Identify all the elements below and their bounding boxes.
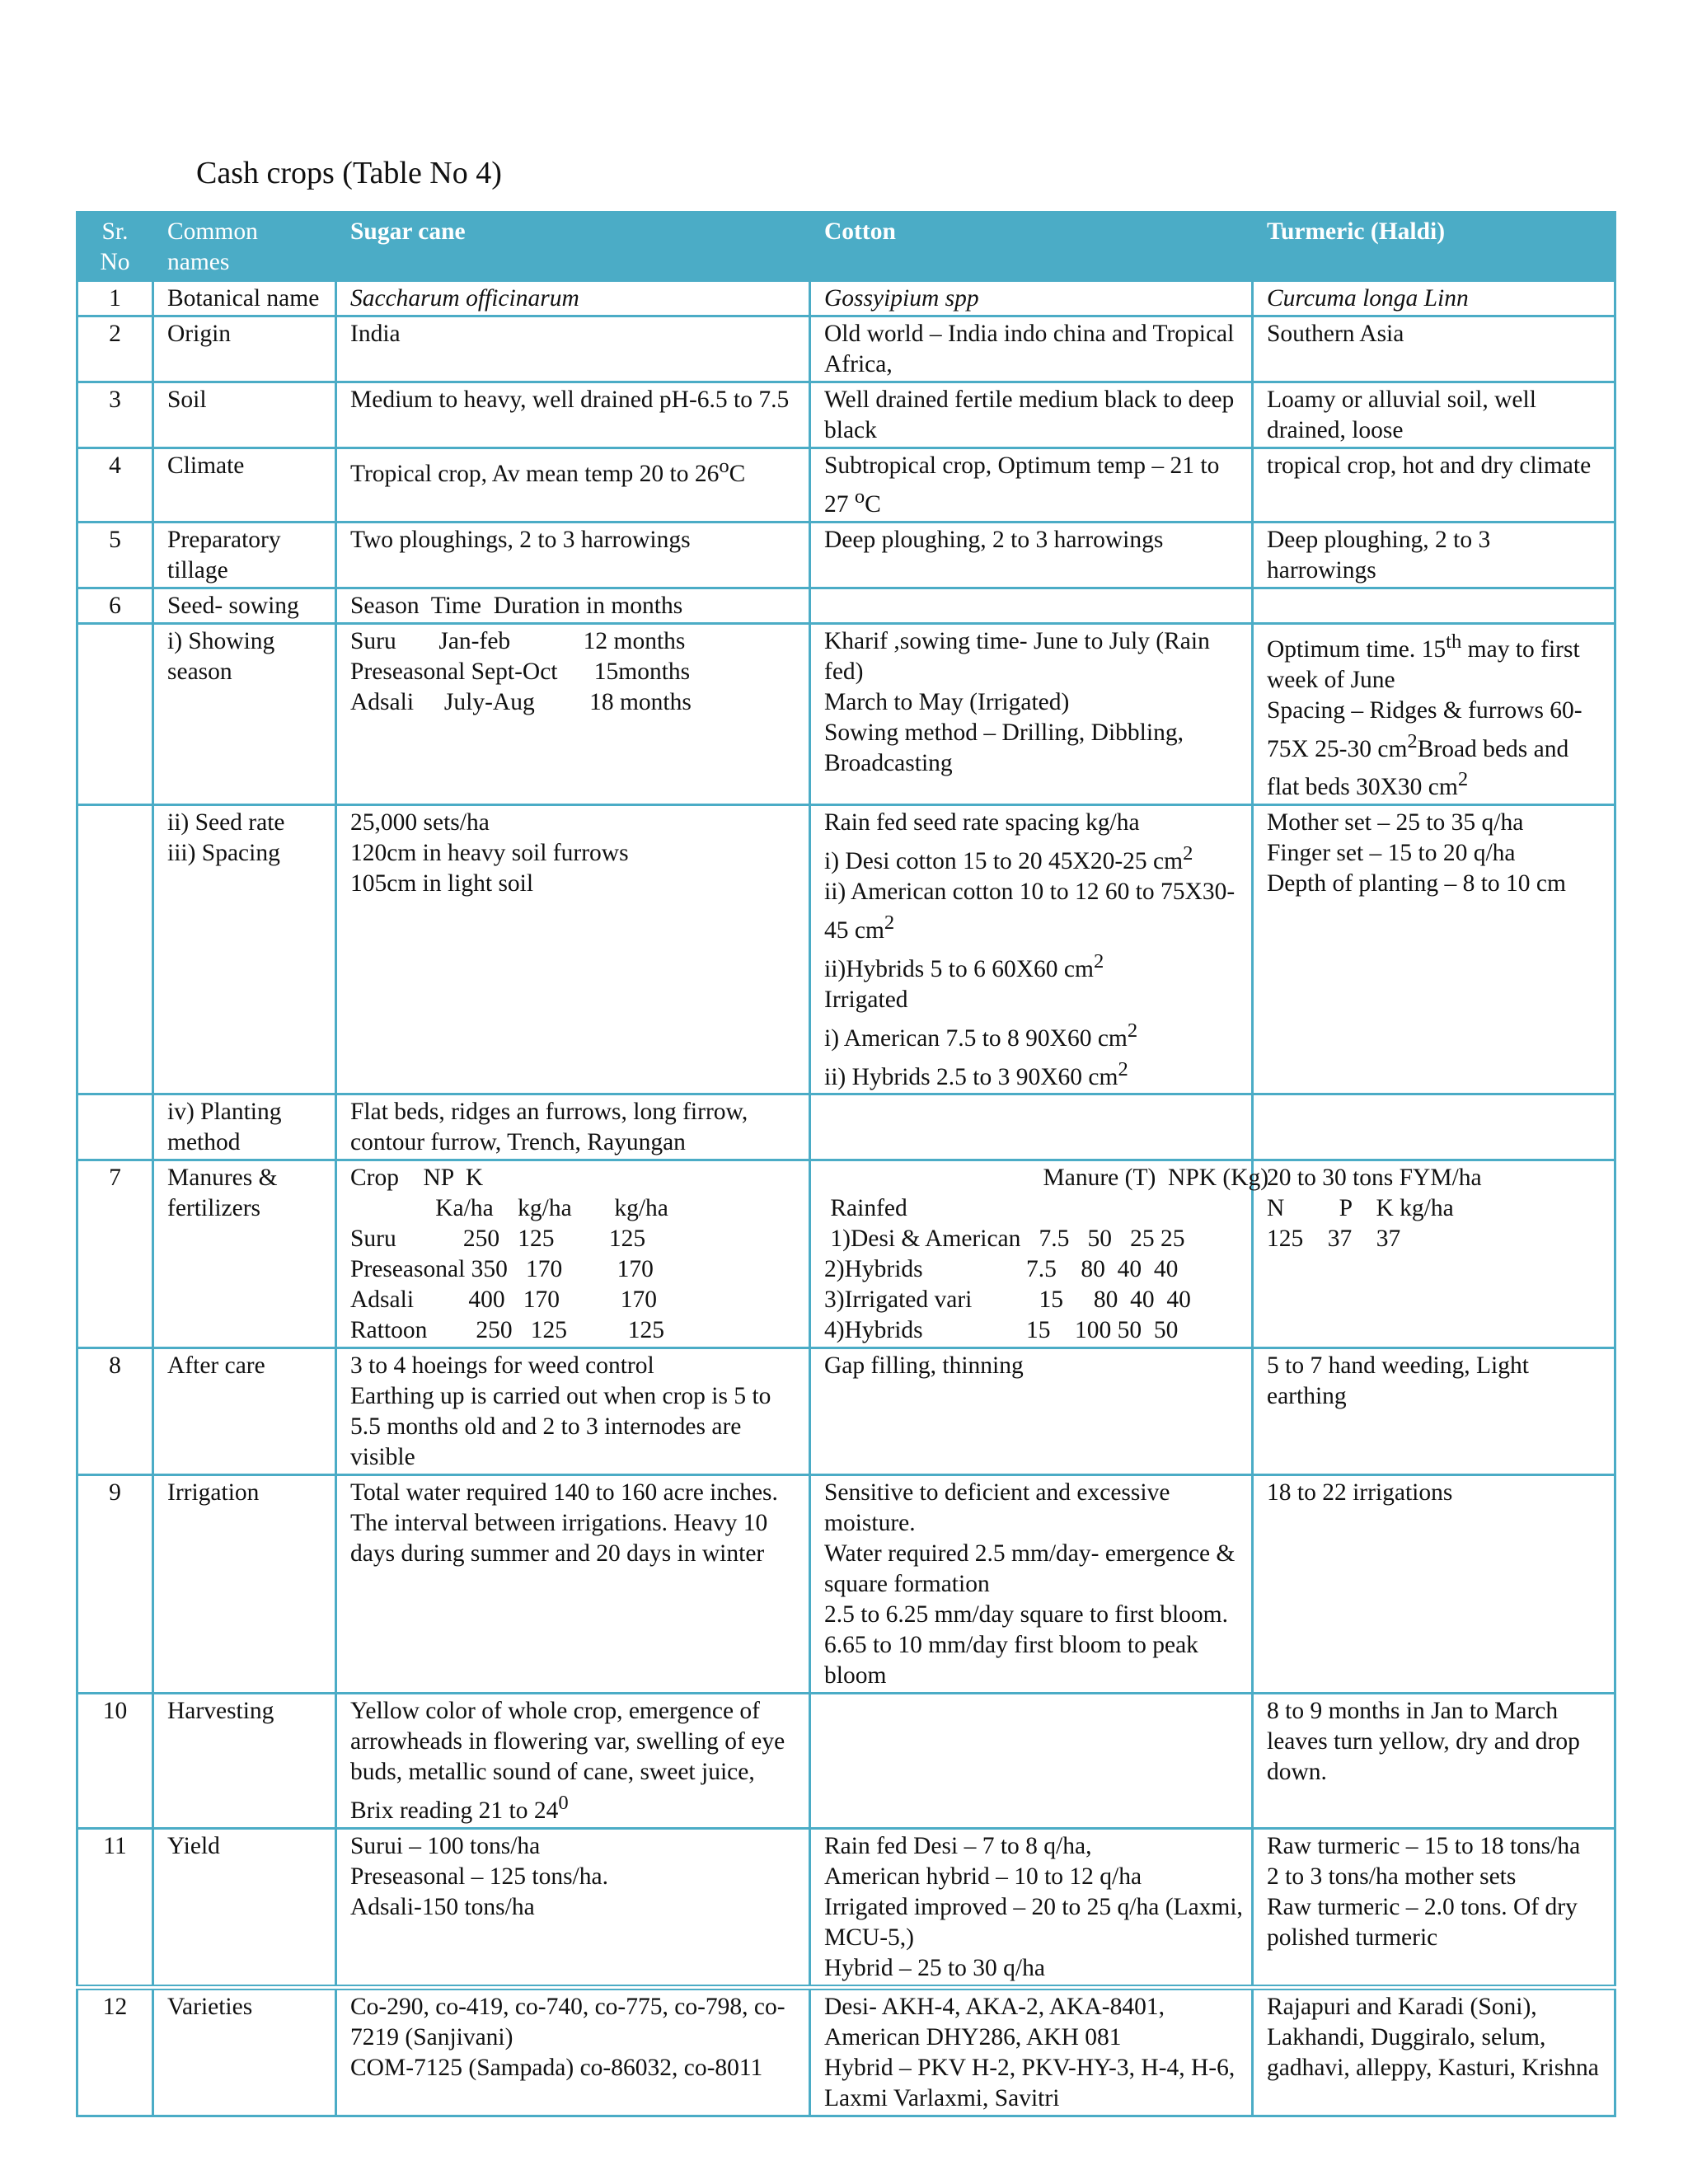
- row-label: i) Showing season: [153, 623, 336, 804]
- header-common-names: Common names: [153, 213, 336, 281]
- turmeric-cell: 20 to 30 tons FYM/ha N P K kg/ha 125 37 37: [1253, 1160, 1615, 1348]
- row-label: Origin: [153, 316, 336, 382]
- sugarcane-cell: 25,000 sets/ha 120cm in heavy soil furrows 105cm in light soil: [336, 805, 810, 1094]
- turmeric-cell: Rajapuri and Karadi (Soni), Lakhandi, Duggiralo, selum, gadhavi, alleppy, Kasturi, Krishna: [1253, 1988, 1615, 2116]
- row-number: 5: [77, 522, 153, 588]
- sugarcane-cell: Yellow color of whole crop, emergence of arrowheads in flowering var, swelling of eye buds, metallic sound of cane, sweet juice, Brix reading 21 to $24^0$: [336, 1694, 810, 1829]
- turmeric-cell: [1253, 588, 1615, 623]
- sugarcane-cell: Saccharum officinarum: [336, 281, 810, 316]
- sugarcane-cell: Medium to heavy, well drained pH-6.5 to 7.5: [336, 382, 810, 448]
- turmeric-cell: Curcuma longa Linn: [1253, 281, 1615, 316]
- turmeric-cell: 5 to 7 hand weeding, Light earthing: [1253, 1348, 1615, 1475]
- table-row-sowing-season: [77, 623, 1615, 804]
- cotton-cell: Gossyipium spp: [810, 281, 1253, 316]
- sugarcane-cell: India: [336, 316, 810, 382]
- row-label: ii) Seed rate iii) Spacing: [153, 805, 336, 1094]
- turmeric-cell: Loamy or alluvial soil, well drained, loose: [1253, 382, 1615, 448]
- sugarcane-cell: Tropical crop, Av mean temp 20 to 26$^o$C: [336, 448, 810, 523]
- turmeric-cell: tropical crop, hot and dry climate: [1253, 448, 1615, 523]
- turmeric-cell: Southern Asia: [1253, 316, 1615, 382]
- cotton-cell: Desi- AKH-4, AKA-2, AKA-8401, American DHY286, AKH 081 Hybrid – PKV H-2, PKV-HY-3, H-4, H-6, Laxmi Varlaxmi, Savitri: [810, 1988, 1253, 2116]
- turmeric-cell: Optimum time. 15th may to first week of June Spacing – Ridges & furrows 60-75X 25-30 $cm^2Broad$ beds and flat beds 30X30 $cm^2$: [1253, 623, 1615, 804]
- row-label: iv) Planting method: [153, 1094, 336, 1160]
- sugarcane-cell: Total water required 140 to 160 acre inches. The interval between irrigations. Heavy 10 days during summer and 20 days in winter: [336, 1475, 810, 1694]
- row-label: Harvesting: [153, 1694, 336, 1829]
- header-sugarcane: Sugar cane: [336, 213, 810, 281]
- row-label: After care: [153, 1348, 336, 1475]
- table-row-botanical-name: [77, 281, 1615, 316]
- cotton-cell: [810, 588, 1253, 623]
- row-label: Irrigation: [153, 1475, 336, 1694]
- row-label: Yield: [153, 1829, 336, 1988]
- turmeric-cell: [1253, 1094, 1615, 1160]
- row-number: 4: [77, 448, 153, 523]
- cotton-cell: Rain fed seed rate spacing kg/ha i) Desi cotton 15 to 20 45X20-25 $cm^2$ ii) American cotton 10 to 12 60 to 75X30-45 $cm^2$ ii)Hybrids 5 to 6 60X60 $cm^2$ Irrigated i) American 7.5 to 8 90X60 $cm^2$ ii) Hybrids 2.5 to 3 90X60 $cm^2$: [810, 805, 1253, 1094]
- row-number: 11: [77, 1829, 153, 1988]
- row-label: Climate: [153, 448, 336, 523]
- row-number: 8: [77, 1348, 153, 1475]
- row-label: Manures & fertilizers: [153, 1160, 336, 1348]
- row-number: 3: [77, 382, 153, 448]
- row-label: Seed- sowing: [153, 588, 336, 623]
- table-row-yield: [77, 1829, 1615, 1988]
- sugarcane-cell: Co-290, co-419, co-740, co-775, co-798, co-7219 (Sanjivani) COM-7125 (Sampada) co-86032, co-8011: [336, 1988, 810, 2116]
- sugarcane-cell: Suru Jan-feb 12 months Preseasonal Sept-Oct 15months Adsali July-Aug 18 months: [336, 623, 810, 804]
- sugarcane-cell: Flat beds, ridges an furrows, long firrow, contour furrow, Trench, Rayungan: [336, 1094, 810, 1160]
- row-number: 1: [77, 281, 153, 316]
- row-number: 6: [77, 588, 153, 623]
- row-number: 12: [77, 1988, 153, 2116]
- cotton-cell: Subtropical crop, Optimum temp – 21 to 27 $^o$C: [810, 448, 1253, 523]
- table-row-origin: [77, 316, 1615, 382]
- cotton-cell: Well drained fertile medium black to deep black: [810, 382, 1253, 448]
- table-row-irrigation: [77, 1475, 1615, 1694]
- turmeric-cell: Raw turmeric – 15 to 18 tons/ha 2 to 3 tons/ha mother sets Raw turmeric – 2.0 tons. Of dry polished turmeric: [1253, 1829, 1615, 1988]
- cotton-cell: Kharif ,sowing time- June to July (Rain fed) March to May (Irrigated) Sowing method – Drilling, Dibbling, Broadcasting: [810, 623, 1253, 804]
- header-sr-no: Sr. No: [77, 213, 153, 281]
- table-row-seed-rate-spacing: [77, 805, 1615, 1094]
- table-row-preparatory-tillage: [77, 522, 1615, 588]
- table-row-varieties: [77, 1988, 1615, 2116]
- sugarcane-cell: 3 to 4 hoeings for weed control Earthing up is carried out when crop is 5 to 5.5 months old and 2 to 3 internodes are visible: [336, 1348, 810, 1475]
- sugarcane-cell: Surui – 100 tons/ha Preseasonal – 125 tons/ha. Adsali-150 tons/ha: [336, 1829, 810, 1988]
- cotton-cell: Rain fed Desi – 7 to 8 q/ha, American hybrid – 10 to 12 q/ha Irrigated improved – 20 to 25 q/ha (Laxmi, MCU-5,) Hybrid – 25 to 30 q/ha: [810, 1829, 1253, 1988]
- row-label: Varieties: [153, 1988, 336, 2116]
- table-row-planting-method: [77, 1094, 1615, 1160]
- turmeric-cell: 18 to 22 irrigations: [1253, 1475, 1615, 1694]
- row-number: 2: [77, 316, 153, 382]
- sugarcane-cell: Crop NP K Ka/ha kg/ha kg/ha Suru 250 125 125 Preseasonal 350 170 170 Adsali 400 170 170 Rattoon 250 125 125: [336, 1160, 810, 1348]
- cotton-cell: Sensitive to deficient and excessive moisture. Water required 2.5 mm/day- emergence & square formation 2.5 to 6.25 mm/day square to first bloom. 6.65 to 10 mm/day first bloom to peak bloom: [810, 1475, 1253, 1694]
- cotton-cell: Manure (T) NPK (Kg) Rainfed 1)Desi & American 7.5 50 25 25 2)Hybrids 7.5 80 40 40 3)Irrigated vari 15 80 40 40 4)Hybrids 15 100 50 50: [810, 1160, 1253, 1348]
- cotton-cell: Deep ploughing, 2 to 3 harrowings: [810, 522, 1253, 588]
- row-number: [77, 805, 153, 1094]
- row-label: Soil: [153, 382, 336, 448]
- table-row-harvesting: [77, 1694, 1615, 1829]
- row-label: Preparatory tillage: [153, 522, 336, 588]
- table-row-climate: [77, 448, 1615, 523]
- cotton-cell: [810, 1094, 1253, 1160]
- table-header-row: [77, 213, 1615, 281]
- turmeric-cell: Mother set – 25 to 35 q/ha Finger set – 15 to 20 q/ha Depth of planting – 8 to 10 cm: [1253, 805, 1615, 1094]
- sugarcane-cell: Two ploughings, 2 to 3 harrowings: [336, 522, 810, 588]
- header-cotton: Cotton: [810, 213, 1253, 281]
- cotton-cell: Old world – India indo china and Tropical Africa,: [810, 316, 1253, 382]
- cotton-cell: [810, 1694, 1253, 1829]
- table-row-manures-fertilizers: [77, 1160, 1615, 1348]
- header-turmeric: Turmeric (Haldi): [1253, 213, 1615, 281]
- table-row-seed-sowing: [77, 588, 1615, 623]
- turmeric-cell: Deep ploughing, 2 to 3 harrowings: [1253, 522, 1615, 588]
- row-number: 10: [77, 1694, 153, 1829]
- row-number: 9: [77, 1475, 153, 1694]
- table-row-after-care: [77, 1348, 1615, 1475]
- row-number: [77, 623, 153, 804]
- cash-crops-table: [76, 211, 1616, 2117]
- cotton-cell: Gap filling, thinning: [810, 1348, 1253, 1475]
- sugarcane-cell: Season Time Duration in months: [336, 588, 810, 623]
- row-label: Botanical name: [153, 281, 336, 316]
- turmeric-cell: 8 to 9 months in Jan to March leaves turn yellow, dry and drop down.: [1253, 1694, 1615, 1829]
- row-number: 7: [77, 1160, 153, 1348]
- table-caption: Cash crops (Table No 4): [196, 156, 502, 190]
- table-row-soil: [77, 382, 1615, 448]
- row-number: [77, 1094, 153, 1160]
